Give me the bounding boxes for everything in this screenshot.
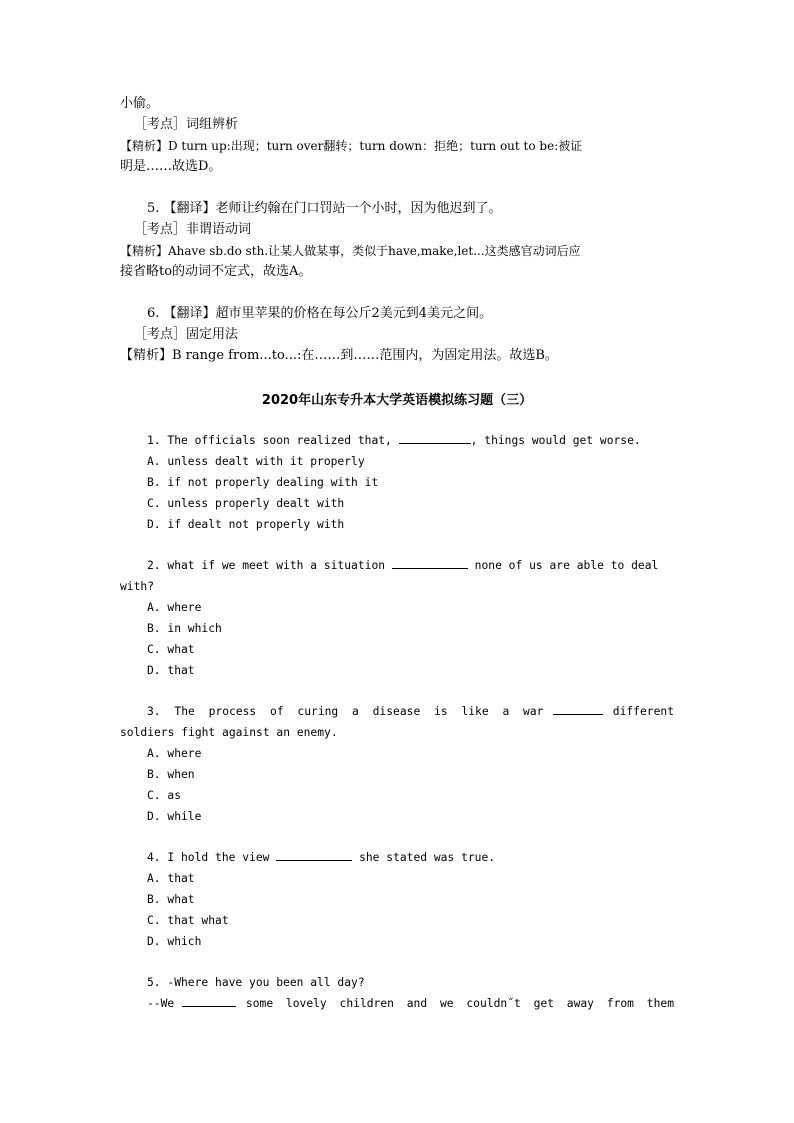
question-5-dialog [147,995,674,1013]
q6-translation: 6. 【翻译】超市里苹果的价格在每公斤2美元到4美元之间。 [147,306,493,321]
question-5-stem: 5. -Where have you been all day? [147,976,365,989]
q6-exam-point: ［考点］固定用法 [134,327,239,342]
question-2-blank [392,557,468,569]
question-4-option-a: A. that [147,872,195,885]
question-4-option-c: C. that what [147,914,229,927]
question-4-option-d: D. which [147,935,202,948]
question-3-stem-start: 3. The process of curing a disease is like a war [147,705,544,718]
question-1-blank [399,432,471,444]
question-1-option-c: C. unless properly dealt with [147,497,345,510]
question-3-option-b: B. when [147,768,195,781]
question-2-option-d: D. that [147,664,195,677]
question-1-stem-start: 1. The officials soon realized that, [147,434,392,447]
q4-exam-point: ［考点］词组辨析 [134,117,239,132]
question-2-stem [147,557,658,575]
question-2-stem-start: 2. what if we meet with a situation [147,559,386,572]
q4-analysis-line1: 【精析】D turn up:出现；turn over翻转；turn down：拒绝；turn out to be:被证 [120,139,583,153]
question-1-stem-end: , things would get worse. [470,434,641,447]
question-1-stem [147,432,641,450]
question-2-stem-cont: with? [120,580,155,593]
question-3-option-d: D. while [147,810,202,823]
question-5-dialog-start: --We [147,997,175,1010]
previous-answer-tail: 小偷。 [120,96,160,111]
question-2-option-b: B. in which [147,622,222,635]
question-4-blank [276,849,352,861]
question-5-dialog-end: some lovely children and we couldn˝t get away from them [245,997,674,1010]
question-4-option-b: B. what [147,893,195,906]
question-1-option-a: A. unless dealt with it properly [147,455,365,468]
question-3-stem-cont: soldiers fight against an enemy. [120,726,338,739]
question-2-option-c: C. what [147,643,195,656]
question-4-stem-start: 4. I hold the view [147,851,270,864]
question-2-option-a: A. where [147,601,202,614]
question-1-option-d: D. if dealt not properly with [147,518,345,531]
section-title: 2020年山东专升本大学英语模拟练习题（三） [261,393,533,408]
question-4-stem-end: she stated was true. [359,851,496,864]
q5-exam-point: ［考点］非谓语动词 [134,222,252,237]
question-1-option-b: B. if not properly dealing with it [147,476,379,489]
question-3-stem [147,703,674,721]
question-5-blank [182,995,236,1007]
q5-analysis-line2: 接省略to的动词不定式，故选A。 [120,264,312,279]
question-3-blank [553,703,602,715]
question-3-option-a: A. where [147,747,202,760]
q5-analysis-line1: 【精析】Ahave sb.do sth.让某人做某事，类似于have,make,let...这类感官动词后应 [120,244,581,258]
q5-translation: 5. 【翻译】老师让约翰在门口罚站一个小时，因为他迟到了。 [147,201,502,216]
question-4-stem [147,849,495,867]
q6-analysis: 【精析】B range from...to...:在……到……范围内，为固定用法。故选B。 [120,348,558,363]
question-3-option-c: C. as [147,789,182,802]
q4-analysis-line2: 明是……故选D。 [120,159,222,174]
question-2-stem-end: none of us are able to deal [474,559,659,572]
question-3-stem-end: different [612,705,674,718]
